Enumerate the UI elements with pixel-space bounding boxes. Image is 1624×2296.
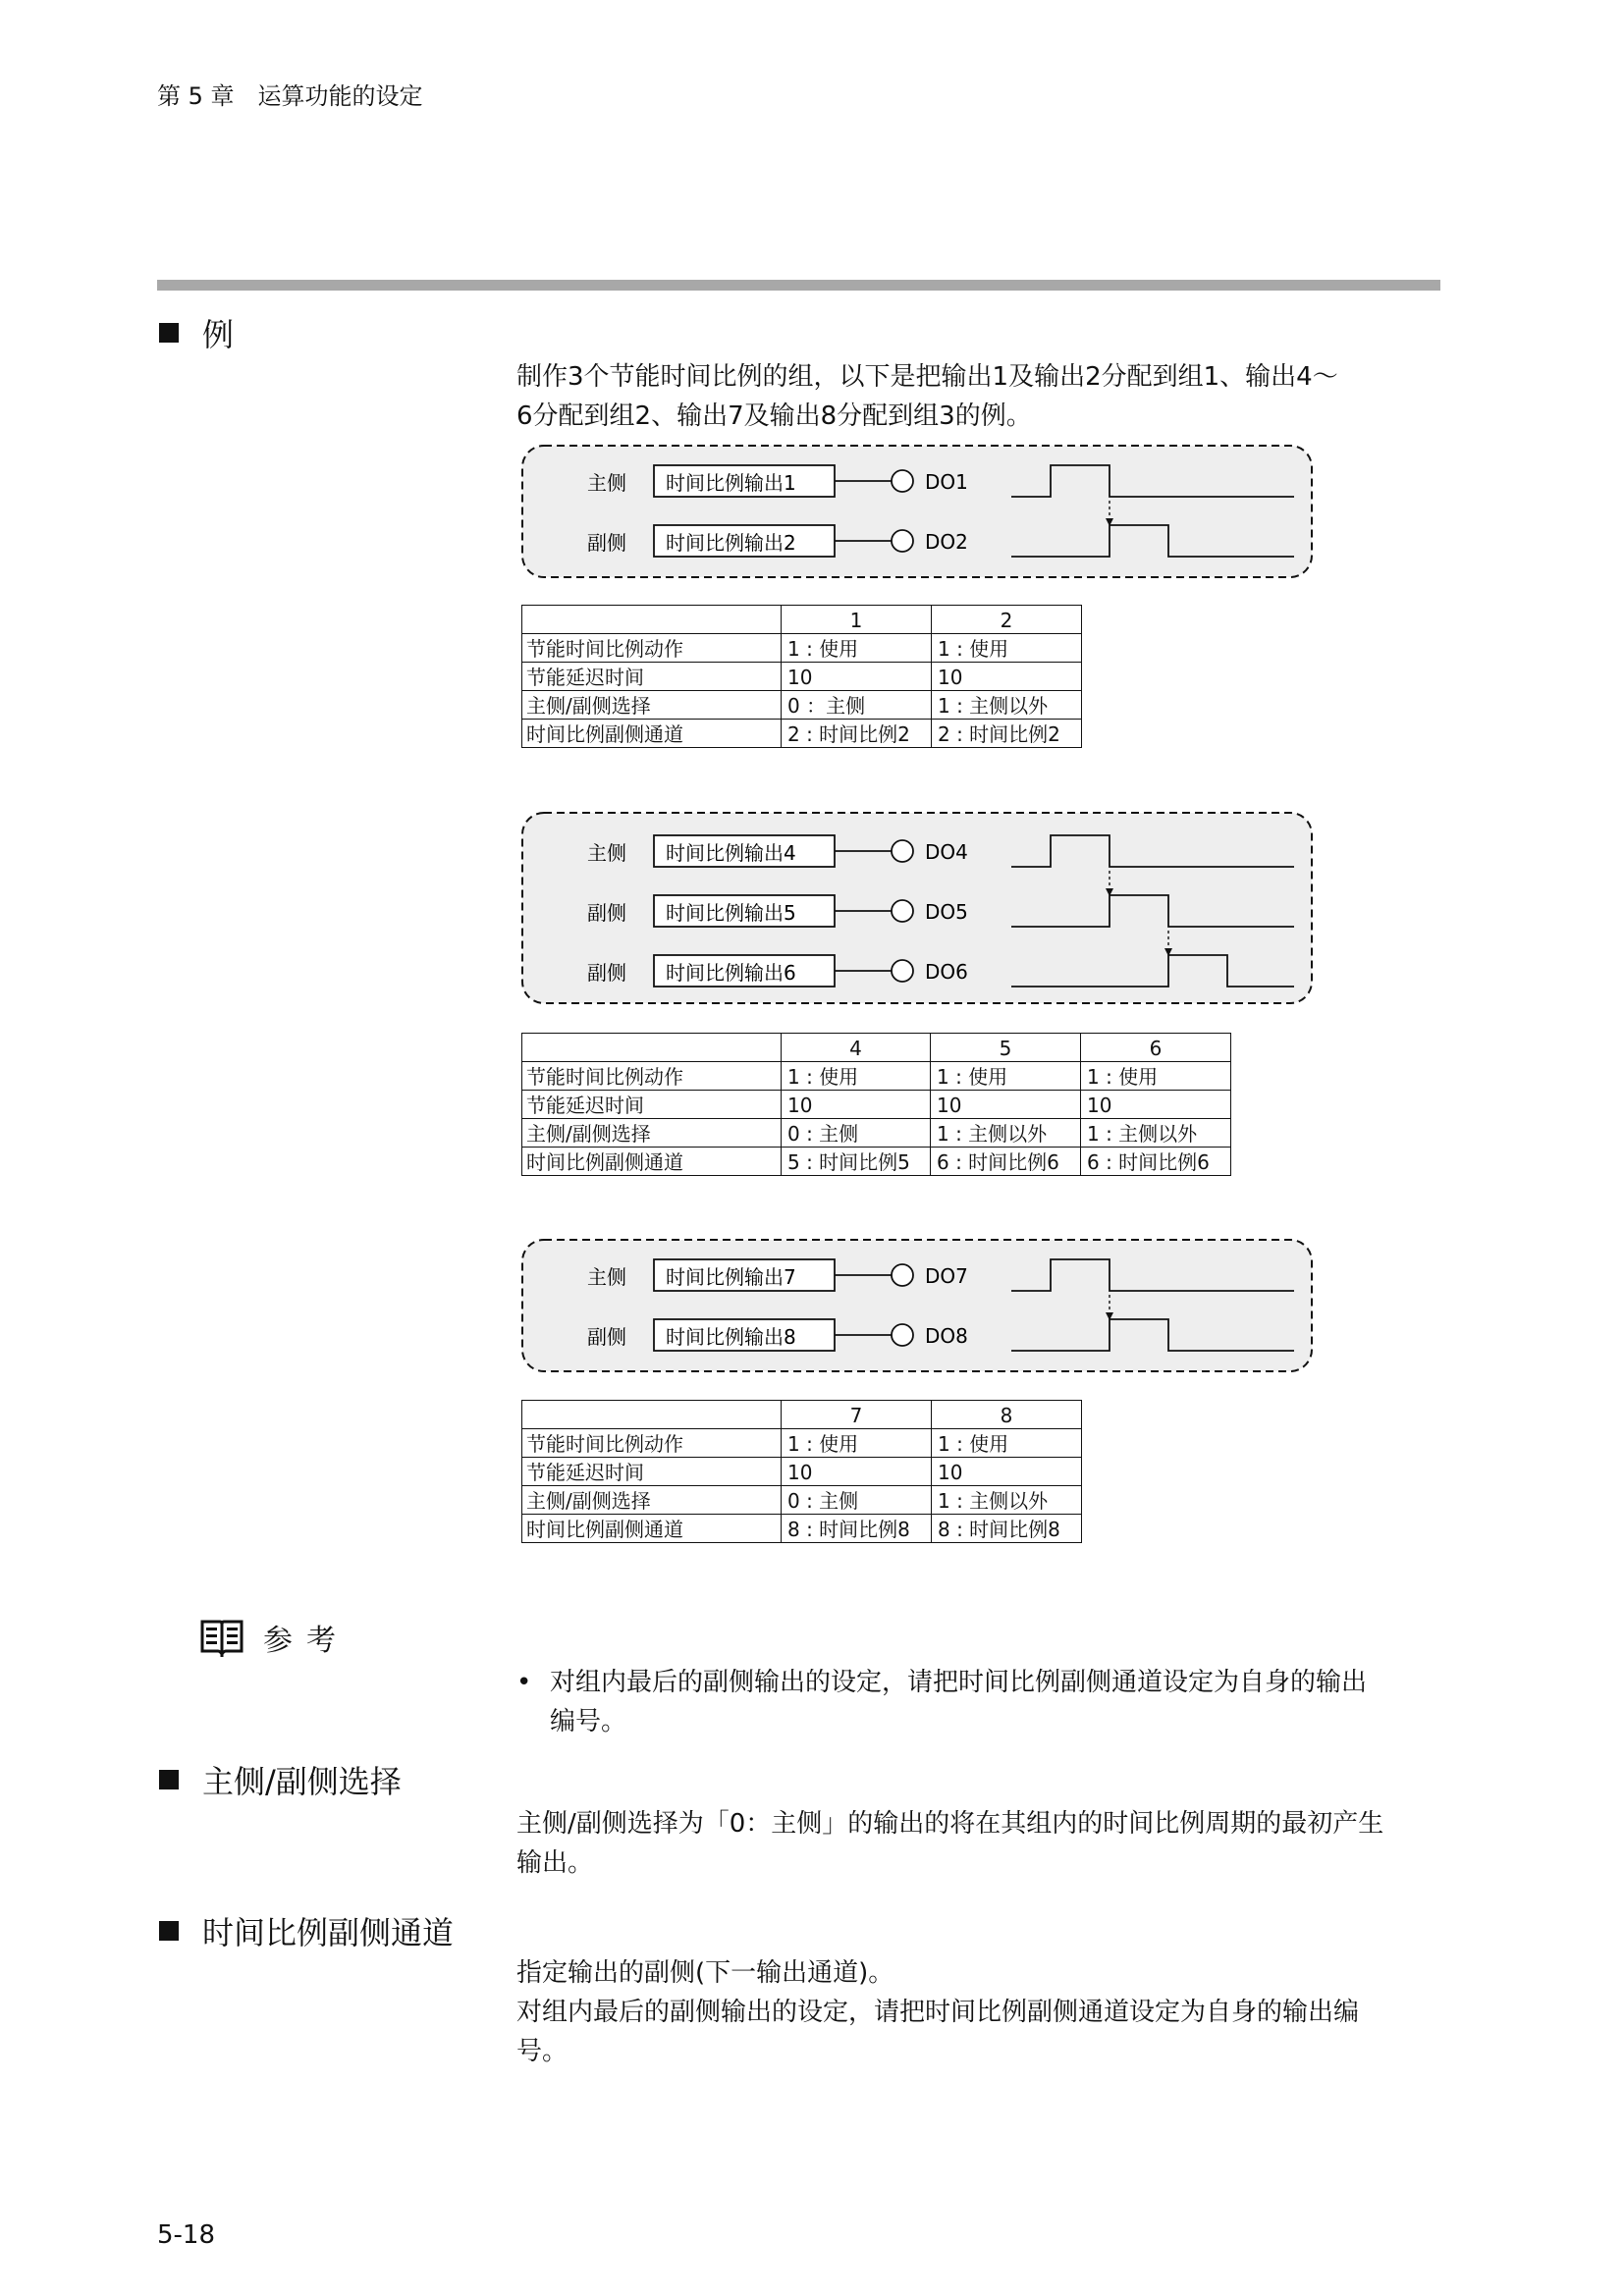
row-label: 节能延迟时间 <box>522 1091 782 1119</box>
section-divider <box>157 280 1440 291</box>
channel-heading-text: 时间比例副侧通道 <box>202 1914 455 1951</box>
side-label: 副侧 <box>587 1325 626 1349</box>
table-corner-cell <box>522 1401 782 1429</box>
cell: 6 : 时间比例6 <box>931 1148 1081 1176</box>
cell: 1 : 使用 <box>782 1062 931 1091</box>
cell: 1 : 使用 <box>1081 1062 1231 1091</box>
cell: 0 : 主侧 <box>782 1486 932 1515</box>
group3-table <box>521 1400 1082 1543</box>
cell: 1 : 使用 <box>932 1429 1082 1458</box>
output-label: 时间比例输出7 <box>666 1265 796 1289</box>
cell: 1 : 使用 <box>931 1062 1081 1091</box>
cell: 0 ：主侧 <box>782 691 932 720</box>
table-row <box>522 1486 1082 1515</box>
table-row <box>522 634 1082 663</box>
column-header: 2 <box>932 606 1082 634</box>
square-bullet-icon <box>159 1921 179 1941</box>
body-line: 输出。 <box>516 1848 594 1878</box>
cell: 8 : 时间比例8 <box>782 1515 932 1543</box>
output-label: 时间比例输出8 <box>666 1325 796 1349</box>
row-label: 节能延迟时间 <box>522 1458 782 1486</box>
column-header: 1 <box>782 606 932 634</box>
group1-diagram <box>520 444 1316 581</box>
cell: 1 : 使用 <box>932 634 1082 663</box>
select-section-heading <box>159 1757 402 1802</box>
cell: 2 : 时间比例2 <box>782 720 932 748</box>
select-section-body <box>516 1804 1444 1883</box>
do-label: DO7 <box>925 1264 968 1288</box>
side-label: 主侧 <box>587 841 626 865</box>
do-terminal-icon <box>892 960 913 982</box>
column-header: 6 <box>1081 1034 1231 1062</box>
cell: 1 : 使用 <box>782 634 932 663</box>
cell: 6 : 时间比例6 <box>1081 1148 1231 1176</box>
bullet-icon: • <box>516 1668 532 1697</box>
table-row <box>522 1429 1082 1458</box>
square-bullet-icon <box>159 323 179 343</box>
row-label: 主侧/副侧选择 <box>522 691 782 720</box>
do-label: DO4 <box>925 840 968 864</box>
body-line: 指定输出的副侧(下一输出通道)。 <box>516 1958 894 1988</box>
side-label: 主侧 <box>587 1265 626 1289</box>
row-label: 时间比例副侧通道 <box>522 1148 782 1176</box>
square-bullet-icon <box>159 1770 179 1789</box>
example-heading <box>159 310 234 355</box>
do-label: DO5 <box>925 900 968 924</box>
cell: 1 : 主侧以外 <box>1081 1119 1231 1148</box>
cell: 1 : 主侧以外 <box>932 691 1082 720</box>
column-header: 5 <box>931 1034 1081 1062</box>
cell: 10 <box>782 1458 932 1486</box>
column-header: 7 <box>782 1401 932 1429</box>
output-label: 时间比例输出2 <box>666 531 796 555</box>
table-header-row <box>522 1034 1231 1062</box>
do-terminal-icon <box>892 1324 913 1346</box>
table-row <box>522 663 1082 691</box>
do-terminal-icon <box>892 470 913 492</box>
group1-frame <box>522 446 1312 577</box>
cell: 0 : 主侧 <box>782 1119 931 1148</box>
example-heading-text: 例 <box>202 316 235 353</box>
book-icon <box>200 1618 244 1657</box>
do-terminal-icon <box>892 530 913 552</box>
group2-table <box>521 1033 1231 1176</box>
do-terminal-icon <box>892 1264 913 1286</box>
table-row <box>522 720 1082 748</box>
row-label: 节能时间比例动作 <box>522 634 782 663</box>
table-header-row <box>522 1401 1082 1429</box>
output-label: 时间比例输出5 <box>666 901 796 925</box>
table-row <box>522 1148 1231 1176</box>
cell: 10 <box>932 663 1082 691</box>
table-row <box>522 1515 1082 1543</box>
do-label: DO6 <box>925 960 968 984</box>
do-label: DO8 <box>925 1324 968 1348</box>
row-label: 节能延迟时间 <box>522 663 782 691</box>
row-label: 时间比例副侧通道 <box>522 720 782 748</box>
table-corner-cell <box>522 606 782 634</box>
row-label: 节能时间比例动作 <box>522 1062 782 1091</box>
cell: 10 <box>1081 1091 1231 1119</box>
group2-diagram <box>520 811 1316 1007</box>
note-line: 对组内最后的副侧输出的设定，请把时间比例副侧通道设定为自身的输出 <box>550 1668 1368 1697</box>
table-row <box>522 1091 1231 1119</box>
table-header-row <box>522 606 1082 634</box>
channel-section-heading <box>159 1908 454 1953</box>
side-label: 副侧 <box>587 961 626 985</box>
channel-section-body <box>516 1953 1444 2071</box>
cell: 2 : 时间比例2 <box>932 720 1082 748</box>
cell: 10 <box>782 1091 931 1119</box>
row-label: 时间比例副侧通道 <box>522 1515 782 1543</box>
select-heading-text: 主侧/副侧选择 <box>202 1763 402 1800</box>
page-number: 5-18 <box>157 2220 216 2250</box>
column-header: 4 <box>782 1034 931 1062</box>
side-label: 副侧 <box>587 531 626 555</box>
group3-diagram <box>520 1238 1316 1375</box>
example-intro <box>516 357 1444 436</box>
side-label: 副侧 <box>587 901 626 925</box>
do-label: DO2 <box>925 530 968 554</box>
do-terminal-icon <box>892 840 913 862</box>
reference-note <box>516 1663 1444 1751</box>
cell: 10 <box>931 1091 1081 1119</box>
table-corner-cell <box>522 1034 782 1062</box>
cell: 10 <box>932 1458 1082 1486</box>
group2-frame <box>522 813 1312 1003</box>
group3-frame <box>522 1240 1312 1371</box>
output-label: 时间比例输出4 <box>666 841 796 865</box>
do-label: DO1 <box>925 470 968 494</box>
do-terminal-icon <box>892 900 913 922</box>
row-label: 主侧/副侧选择 <box>522 1486 782 1515</box>
reference-heading <box>200 1616 350 1659</box>
cell: 1 : 主侧以外 <box>931 1119 1081 1148</box>
row-label: 节能时间比例动作 <box>522 1429 782 1458</box>
reference-label: 参考 <box>263 1624 350 1658</box>
cell: 1 : 使用 <box>782 1429 932 1458</box>
row-label: 主侧/副侧选择 <box>522 1119 782 1148</box>
body-line: 对组内最后的副侧输出的设定，请把时间比例副侧通道设定为自身的输出编 <box>516 1998 1360 2027</box>
table-row <box>522 691 1082 720</box>
cell: 5 : 时间比例5 <box>782 1148 931 1176</box>
body-line: 主侧/副侧选择为「0：主侧」的输出的将在其组内的时间比例周期的最初产生 <box>516 1809 1384 1839</box>
table-row <box>522 1119 1231 1148</box>
table-row <box>522 1458 1082 1486</box>
output-label: 时间比例输出1 <box>666 471 796 495</box>
cell: 8 : 时间比例8 <box>932 1515 1082 1543</box>
output-label: 时间比例输出6 <box>666 961 796 985</box>
column-header: 8 <box>932 1401 1082 1429</box>
group1-table <box>521 605 1082 748</box>
note-line: 编号。 <box>550 1707 627 1736</box>
cell: 1 : 主侧以外 <box>932 1486 1082 1515</box>
cell: 10 <box>782 663 932 691</box>
side-label: 主侧 <box>587 471 626 495</box>
body-line: 号。 <box>516 2037 568 2066</box>
table-row <box>522 1062 1231 1091</box>
chapter-header: 第 5 章 运算功能的设定 <box>157 82 423 110</box>
intro-line: 制作3个节能时间比例的组，以下是把输出1及输出2分配到组1、输出4～ <box>516 362 1338 392</box>
intro-line: 6分配到组2、输出7及输出8分配到组3的例。 <box>516 401 1032 431</box>
